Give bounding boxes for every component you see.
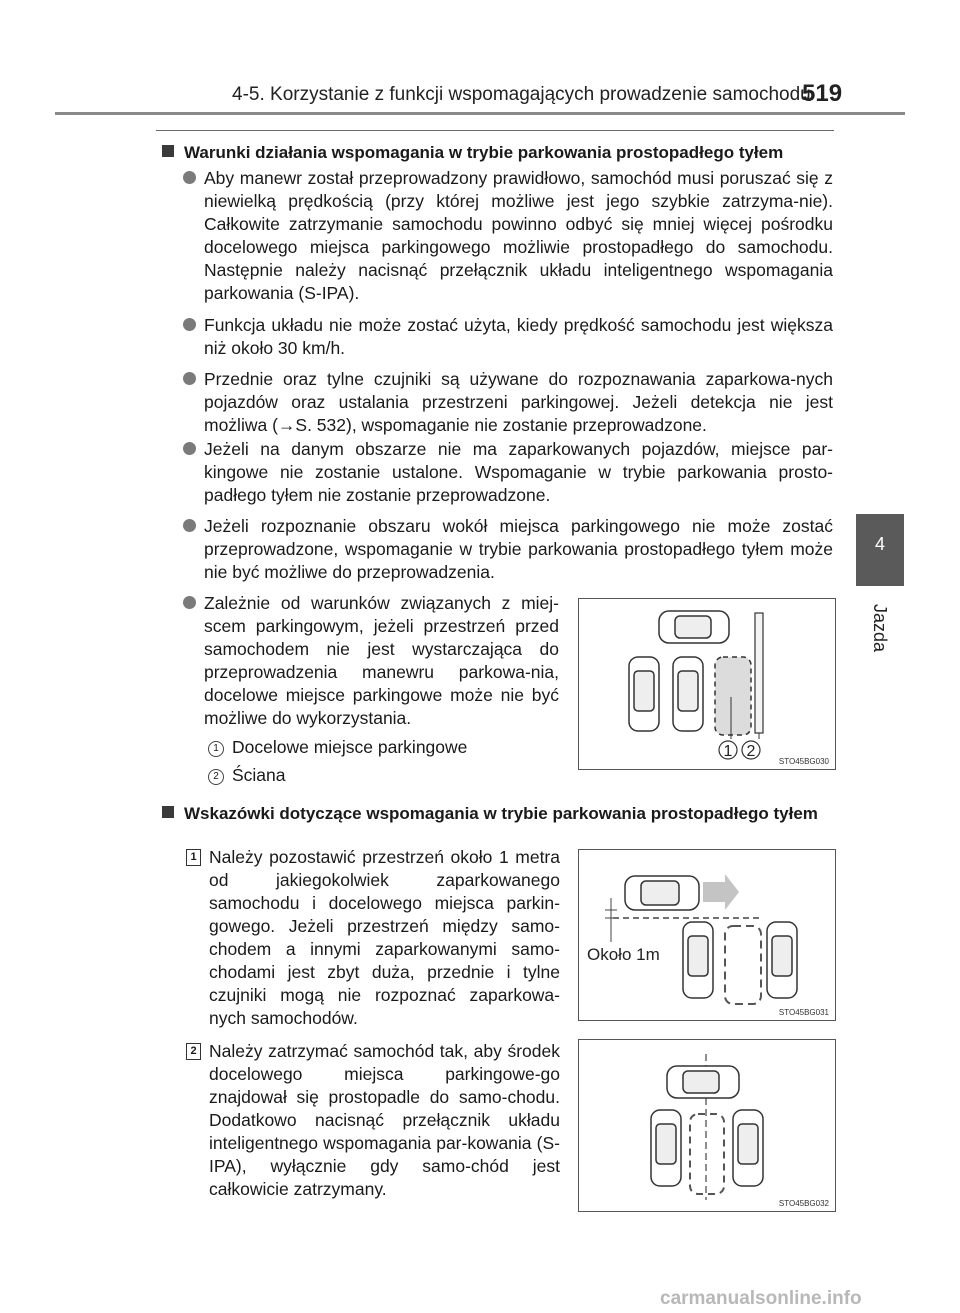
header-divider	[55, 112, 905, 115]
step-number: 2	[186, 1043, 201, 1060]
car-top-icon	[651, 1110, 681, 1186]
figure-parking-spot-wall	[578, 598, 836, 770]
bullet-icon	[183, 442, 196, 455]
figure-code: STO45BG031	[778, 1008, 829, 1017]
section-heading-tips: Wskazówki dotyczące wspomagania w trybie parkowania prostopadłego tyłem	[162, 802, 834, 825]
chapter-tab-number: 4	[874, 534, 885, 554]
section-heading-conditions: Warunki działania wspomagania w trybie parkowania prostopadłego tyłem	[162, 141, 834, 164]
list-item: Jeżeli rozpoznanie obszaru wokół miejsca parkingowego nie może zostać przeprowadzone, wspomaganie w trybie parkowania prostopadłego tyłem może nie być możliwe do przeprowadzenia.	[183, 515, 833, 584]
list-item: Aby manewr został przeprowadzony prawidłowo, samochód musi poruszać się z niewielką prędkością (przy której możliwe jest jego szybkie zatrzyma-nie). Całkowite zatrzymanie samochodu powinno odbyć się mniej więcej pośrodku docelowego miejsca parkingowego możliwie prostopadłego do samochodu. Następnie należy nacisnąć przełącznik układu inteligentnego wspomagania parkowania (S-IPA).	[183, 167, 833, 305]
bullet-icon	[183, 318, 196, 331]
parking-diagram-2	[579, 850, 835, 1020]
chapter-tab[interactable]	[856, 514, 904, 586]
parking-diagram-1	[579, 599, 835, 769]
figure-code: STO45BG030	[778, 757, 829, 766]
section-marker-icon	[162, 806, 174, 818]
car-top-icon	[683, 922, 713, 998]
car-top-icon	[629, 657, 659, 731]
step-number: 1	[186, 849, 201, 866]
step-item: 2 Należy zatrzymać samochód tak, aby środek docelowego miejsca parkingowe-go znajdował się prostopadle do samo-chodu. Dodatkowo nacisnąć przełącznik układu inteligentnego wspomagania par-kowania (S-IPA), wyłącznie gdy samo-chód jest całkowicie zatrzymany.	[186, 1040, 560, 1201]
car-top-icon	[733, 1110, 763, 1186]
figure-legend-item: 2 Ściana	[208, 764, 286, 787]
bullet-icon	[183, 372, 196, 385]
list-item: Przednie oraz tylne czujniki są używane do rozpoznawania zaparkowa-nych pojazdów oraz ustalania przestrzeni parkingowej. Jeżeli detekcja nie jest możliwa (→S. 532), wspomaganie nie zostanie przeprowadzone.	[183, 368, 833, 437]
bullet-icon	[183, 519, 196, 532]
target-parking-spot	[690, 1114, 724, 1194]
watermark: carmanualsonline.info	[660, 1288, 862, 1309]
page-number: 519	[802, 80, 843, 107]
target-parking-spot	[725, 926, 761, 1004]
page-header	[0, 0, 960, 110]
car-top-icon	[659, 611, 729, 643]
target-parking-spot	[715, 657, 751, 735]
car-top-icon	[625, 876, 699, 910]
wall-shape	[755, 613, 763, 733]
svg-text:2: 2	[746, 743, 756, 760]
car-top-icon	[673, 657, 703, 731]
chapter-title: 4-5. Korzystanie z funkcji wspomagających prowadzenie samochodu	[232, 84, 811, 105]
svg-text:Około 1m: Około 1m	[587, 945, 660, 964]
chapter-tab-label: Jazda	[870, 604, 890, 653]
figure-legend-item: 1 Docelowe miejsce parkingowe	[208, 736, 467, 759]
figure-perpendicular-stop	[578, 1039, 836, 1212]
bullet-icon	[183, 596, 196, 609]
list-item: Jeżeli na danym obszarze nie ma zaparkowanych pojazdów, miejsce par-kingowe nie zostanie ustalone. Wspomaganie w trybie parkowania prosto-padłego tyłem nie zostanie przeprowadzone.	[183, 438, 833, 507]
car-top-icon	[667, 1066, 739, 1098]
car-top-icon	[767, 922, 797, 998]
step-item: 1 Należy pozostawić przestrzeń około 1 metra od jakiegokolwiek zaparkowanego samochodu i docelowego miejsca parkin-gowego. Jeżeli przestrzeń między samo-chodem a innymi zaparkowanymi samo-chodami jest zbyt duża, przednie i tylne czujniki mogą nie rozpoznać zaparkowa-nych samochodów.	[186, 846, 560, 1030]
section-marker-icon	[162, 145, 174, 157]
direction-arrow-icon	[703, 874, 739, 910]
list-item: Funkcja układu nie może zostać użyta, kiedy prędkość samochodu jest większa niż około 30 km/h.	[183, 314, 833, 360]
list-item: Zależnie od warunków związanych z miej-scem parkingowym, jeżeli przestrzeń przed samochodem nie jest wystarczająca do przeprowadzenia manewru parkowa-nia, docelowe miejsce parkingowe może nie być możliwe do wykorzystania.	[183, 592, 559, 730]
svg-text:1: 1	[723, 743, 733, 760]
figure-distance-1m	[578, 849, 836, 1021]
bullet-icon	[183, 171, 196, 184]
parking-diagram-3	[579, 1040, 835, 1211]
figure-code: STO45BG032	[778, 1199, 829, 1208]
content-divider	[156, 130, 834, 131]
